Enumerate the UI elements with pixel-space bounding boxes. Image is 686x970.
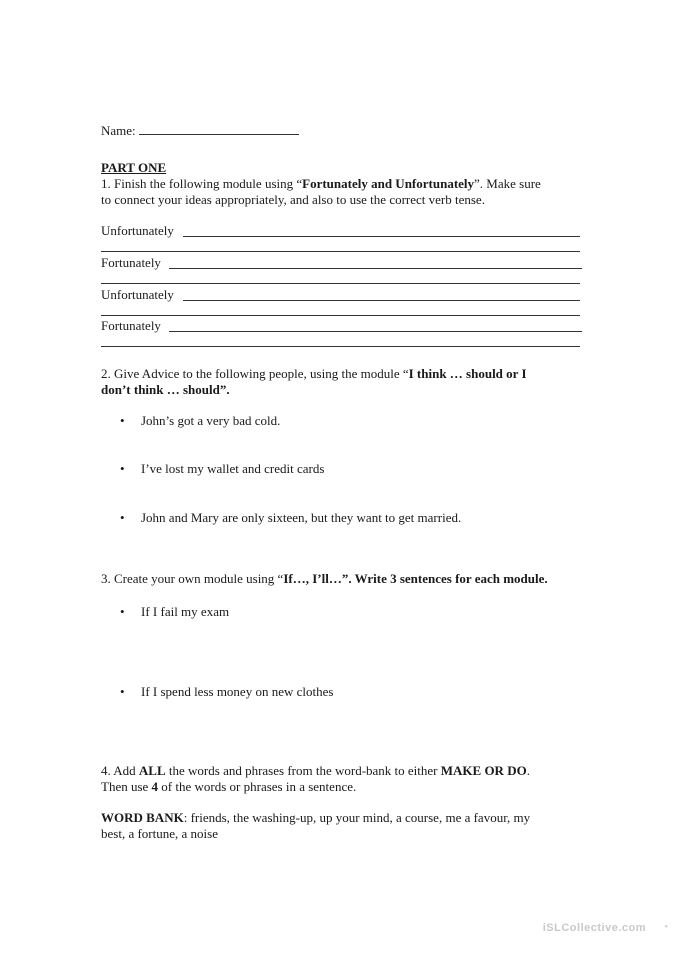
q1-starter-2: Fortunately [101, 255, 161, 270]
q1-starter-4: Fortunately [101, 318, 161, 333]
q4-bold-all: ALL [138, 763, 166, 778]
q4-text-d: Then use [101, 779, 152, 794]
word-bank-label: WORD BANK [101, 810, 184, 825]
q3-text-a: 3. Create your own module using “ [101, 571, 284, 586]
q2-item-3: John and Mary are only sixteen, but they want to get married. [141, 510, 462, 525]
name-blank [139, 122, 299, 135]
q1-instruction-line1 [101, 176, 541, 192]
watermark: iSLCollective.com [542, 922, 646, 934]
answer-line [101, 283, 580, 284]
word-bank-line1 [101, 810, 530, 826]
q4-instruction-line1 [101, 763, 530, 779]
word-bank-line2: best, a fortune, a noise [101, 826, 218, 841]
q4-text-b: the words and phrases from the word-bank to either [165, 763, 441, 778]
bullet-icon: • [120, 510, 125, 525]
q4-instruction-line2 [101, 779, 356, 795]
bullet-icon: • [120, 604, 125, 619]
answer-line [169, 331, 582, 332]
q1-text-a: 1. Finish the following module using “ [101, 176, 303, 191]
dot-mark: • [664, 922, 668, 933]
q1-text-b: ”. Make sure [474, 176, 541, 191]
bullet-icon: • [120, 413, 125, 428]
q4-bold-make-do: MAKE OR DO [440, 763, 527, 778]
name-field [101, 122, 299, 139]
bullet-icon: • [120, 461, 125, 476]
q3-instruction [101, 571, 548, 587]
answer-line [183, 236, 580, 237]
q1-starter-3: Unfortunately [101, 287, 174, 302]
q3-item-2: If I spend less money on new clothes [141, 684, 334, 699]
q1-starter-1: Unfortunately [101, 223, 174, 238]
q3-item-1: If I fail my exam [141, 604, 230, 619]
word-bank-text-1: : friends, the washing-up, up your mind, a course, me a favour, my [183, 810, 531, 825]
q4-text-e: of the words or phrases in a sentence. [158, 779, 357, 794]
answer-line [183, 300, 580, 301]
q2-instruction-line1 [101, 366, 527, 382]
bullet-icon: • [120, 684, 125, 699]
q4-bold-number: 4 [151, 779, 159, 794]
answer-line [101, 315, 580, 316]
name-label: Name: [101, 123, 136, 138]
q2-item-2: I’ve lost my wallet and credit cards [141, 461, 325, 476]
q2-text-a: 2. Give Advice to the following people, using the module “ [101, 366, 409, 381]
q4-text-a: 4. Add [101, 763, 139, 778]
q4-text-c: . [526, 763, 530, 778]
answer-line [101, 346, 580, 347]
answer-line [169, 268, 582, 269]
q3-text-bold: If…, I’ll…”. Write 3 sentences for each module. [283, 571, 548, 586]
q2-instruction-line2: don’t think … should”. [101, 382, 230, 397]
q2-text-bold: I think … should or I [408, 366, 527, 381]
answer-line [101, 251, 580, 252]
q1-instruction-line2: to connect your ideas appropriately, and also to use the correct verb tense. [101, 192, 485, 207]
q2-item-1: John’s got a very bad cold. [141, 413, 281, 428]
q1-text-bold: Fortunately and Unfortunately [302, 176, 475, 191]
part-one-heading: PART ONE [101, 160, 167, 175]
